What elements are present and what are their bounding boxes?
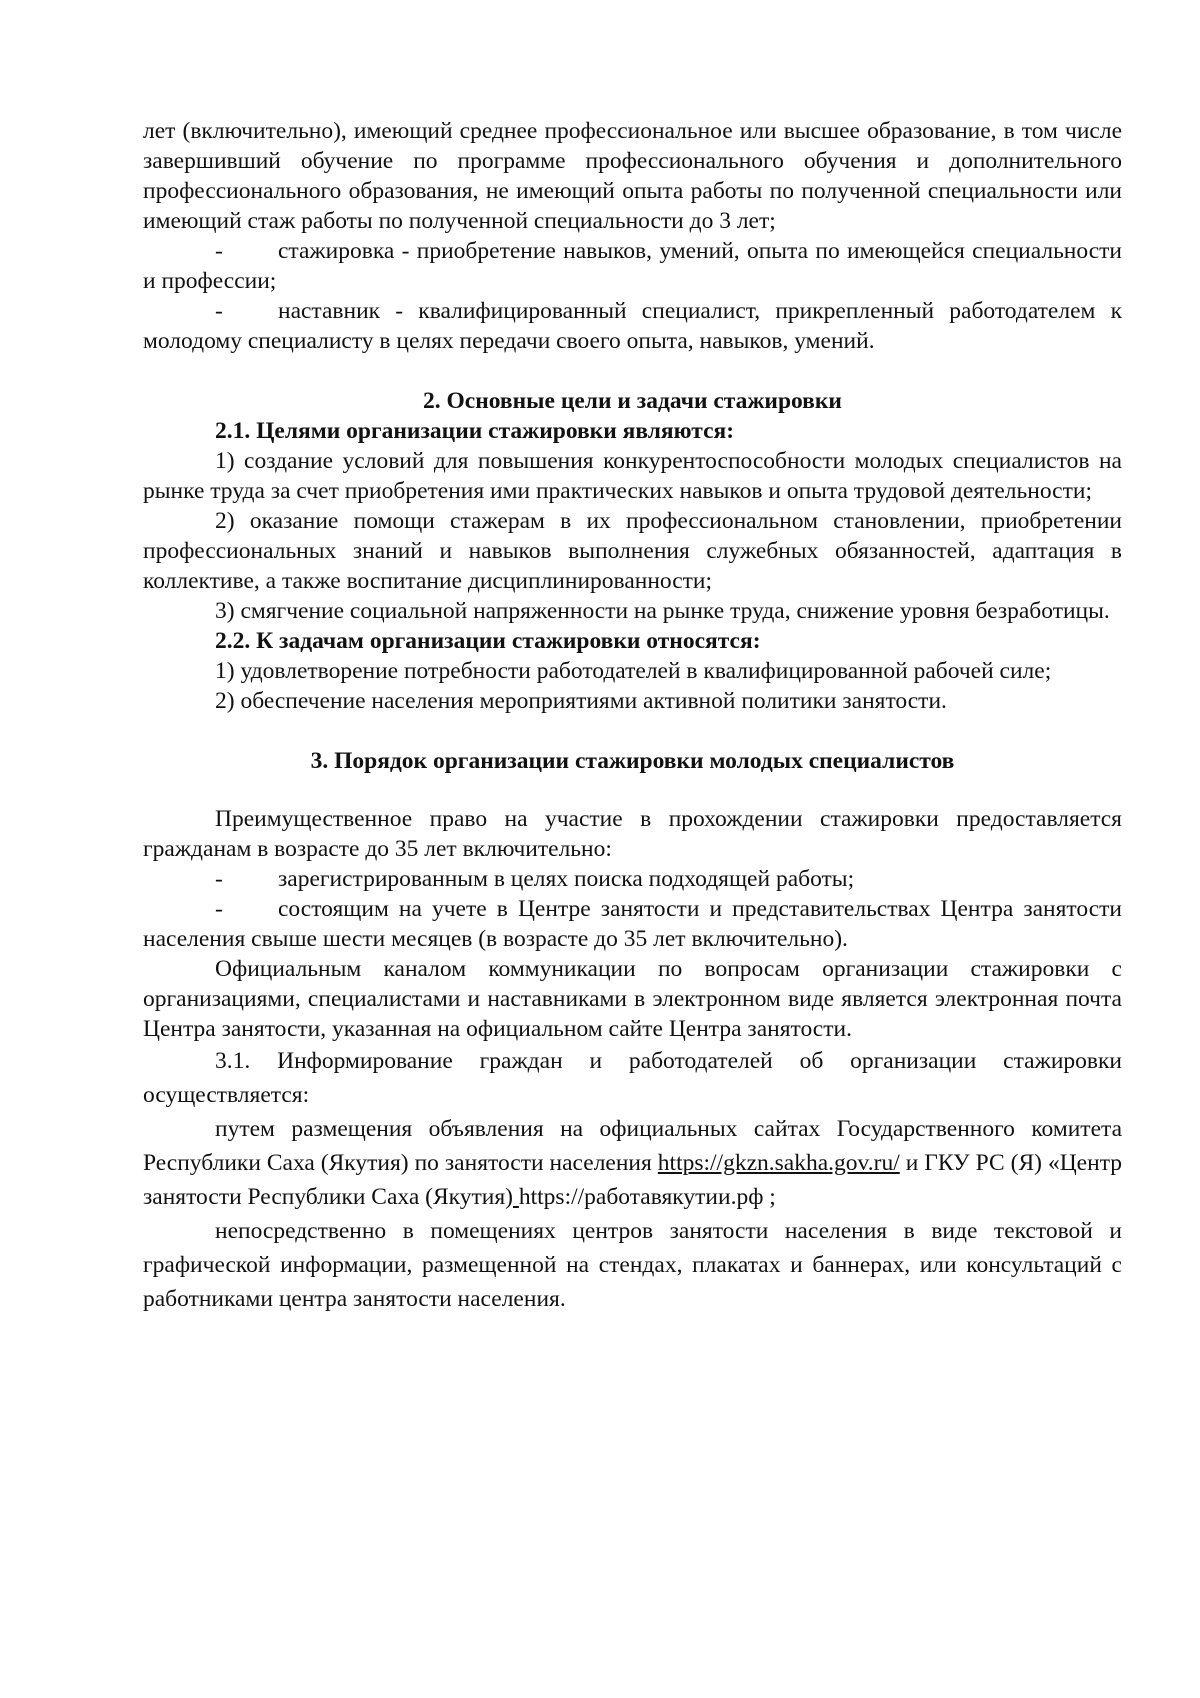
section-2-heading: 2. Основные цели и задачи стажировки: [423, 388, 842, 414]
paragraph-priority-right: Преимущественное право на участие в прохождении стажировки предоставляется гражданам в возрасте до 35 лет включительно:: [143, 806, 1122, 862]
subsection-2-1-heading: 2.1. Целями организации стажировки являются:: [215, 418, 735, 444]
goal-item-2: 2) оказание помощи стажерам в их профессиональном становлении, приобретении профессиональных знаний и навыков выполнения служебных обязанностей, адаптация в коллективе, а также воспитание дисциплинированности;: [143, 508, 1122, 594]
page-content: [143, 116, 1122, 1316]
dash-marker: -: [215, 866, 223, 892]
spacer: [143, 776, 1122, 804]
goal-item-3: 3) смягчение социальной напряженности на рынке труда, снижение уровня безработицы.: [215, 598, 1110, 624]
task-item-2: 2) обеспечение населения мероприятиями активной политики занятости.: [215, 688, 947, 714]
dash-marker: -: [215, 238, 223, 264]
task-item-1: 1) удовлетворение потребности работодателей в квалифицированной рабочей силе;: [215, 658, 1052, 684]
goal-item-1: 1) создание условий для повышения конкурентоспособности молодых специалистов на рынке труда за счет приобретения ими практических навыков и опыта трудовой деятельности;: [143, 448, 1122, 504]
paragraph-official-channel: Официальным каналом коммуникации по вопросам организации стажировки с организациями, специалистами и наставниками в электронном виде является электронная почта Центра занятости, указанная на официальном сайте Центра занятости.: [143, 956, 1122, 1042]
jobs-website-text: https://работавякутии.рф ;: [518, 1184, 776, 1210]
list-item-text: зарегистрированным в целях поиска подходящей работы;: [278, 866, 855, 892]
list-item-long-term-unemployed: [143, 894, 1122, 954]
list-item-registered: [143, 864, 1122, 894]
dash-marker: -: [215, 298, 223, 324]
paragraph-definition-young-specialist: лет (включительно), имеющий среднее профессиональное или высшее образование, в том числе завершивший обучение по программе профессионального обучения и дополнительного профессионального образования, не имеющий опыта работы по полученной специальности или имеющий стаж работы по полученной специальности до 3 лет;: [143, 118, 1122, 234]
gkzn-website-link[interactable]: https://gkzn.sakha.gov.ru/: [657, 1150, 900, 1176]
subsection-2-2-heading: 2.2. К задачам организации стажировки относятся:: [215, 628, 761, 654]
dash-marker: -: [215, 896, 223, 922]
spacer: [143, 716, 1122, 746]
section-3-heading: 3. Порядок организации стажировки молодых специалистов: [310, 748, 955, 774]
paragraph-centers: непосредственно в помещениях центров занятости населения в виде текстовой и графической информации, размещенной на стендах, плакатах и баннерах, или консультаций с работниками центра занятости населения.: [143, 1218, 1122, 1312]
list-item-internship: [143, 236, 1122, 296]
list-item-mentor: [143, 296, 1122, 356]
list-item-text: состоящим на учете в Центре занятости и представительствах Центра занятости населения свыше шести месяцев (в возрасте до 35 лет включительно).: [143, 896, 1122, 952]
paragraph-text: путем размещения объявления на официальных сайтах Государственного комитета Республики Саха (Якутия) по занятости населения: [143, 1116, 1122, 1176]
list-item-text: стажировка - приобретение навыков, умений, опыта по имеющейся специальности и профессии;: [143, 238, 1122, 294]
spacer: [143, 356, 1122, 386]
paragraph-websites: [143, 1112, 1122, 1214]
paragraph-3-1: 3.1. Информирование граждан и работодателей об организации стажировки осуществляется:: [143, 1048, 1122, 1108]
list-item-text: наставник - квалифицированный специалист, прикрепленный работодателем к молодому специалисту в целях передачи своего опыта, навыков, умений.: [143, 298, 1122, 354]
paragraph-text: и ГКУ РС (Я) «Центр занятости Республики Саха (Якутия): [143, 1150, 1122, 1210]
